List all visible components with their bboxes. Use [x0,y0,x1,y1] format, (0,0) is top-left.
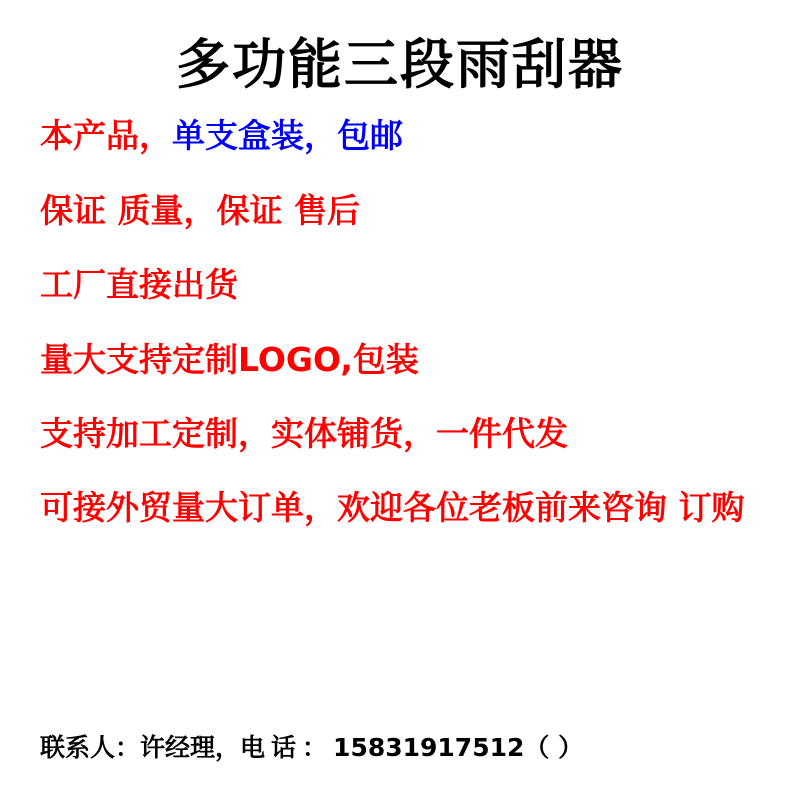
promo-line-product-part-2: 单支盒装，包邮 [172,116,403,156]
promo-line-custom-logo-text: 量大支持定制LOGO,包装 [40,339,419,379]
contact-info [40,728,770,764]
promo-line-product-part-1: 本产品， [40,116,172,156]
promo-line-oem [40,412,760,457]
promo-line-guarantee-text: 保证 质量，保证 售后 [40,190,360,230]
promo-line-custom-logo [40,338,760,383]
promo-line-export-text: 可接外贸量大订单，欢迎各位老板前来咨询 订购 [40,487,745,527]
promo-line-factory-text: 工厂直接出货 [40,265,238,305]
page-title: 多功能三段雨刮器 [176,33,624,96]
contact-phone-number: 15831917512 [333,733,525,762]
contact-person-name: 许经理， [140,733,241,762]
promo-line-product [40,114,760,159]
promo-line-oem-text: 支持加工定制，实体铺货，一件代发 [40,414,568,454]
contact-suffix: （ ） [524,733,584,762]
promo-line-guarantee [40,189,760,234]
promo-line-export [40,487,760,530]
contact-phone-label: 电话： [240,733,334,762]
contact-person-label: 联系人： [40,733,141,762]
promo-line-factory [40,263,760,308]
